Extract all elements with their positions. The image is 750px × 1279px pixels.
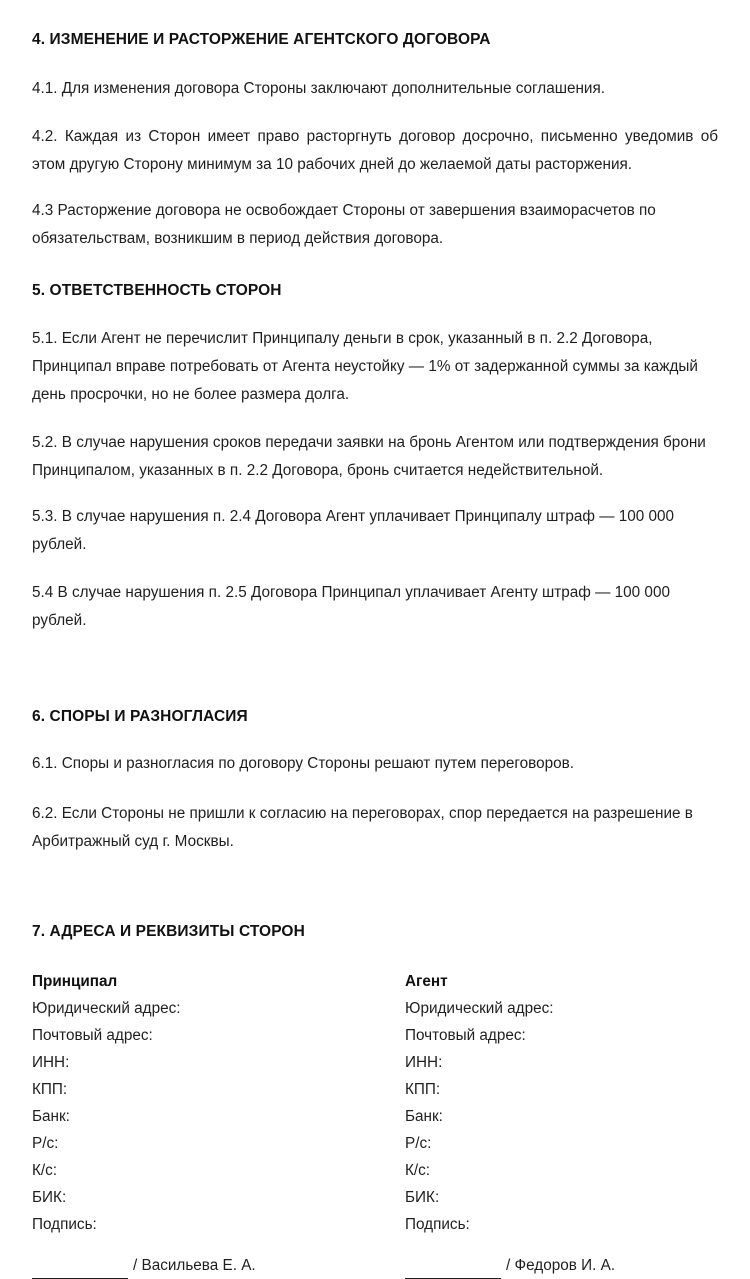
signature-line-principal: [32, 1263, 128, 1279]
section-heading-6: 6. СПОРЫ И РАЗНОГЛАСИЯ: [32, 707, 248, 725]
paragraph-4-3: 4.3 Расторжение договора не освобождает Стороны от завершения взаиморасчетов по обязательствам, возникшим в период действия договора.: [32, 202, 656, 248]
signature-row-principal: [32, 1252, 362, 1279]
field-inn-agent: ИНН:: [405, 1053, 443, 1071]
section-heading-4: 4. ИЗМЕНЕНИЕ И РАСТОРЖЕНИЕ АГЕНТСКОГО ДОГОВОРА: [32, 31, 491, 48]
spacer: [32, 559, 718, 579]
field-legal-address-agent: Юридический адрес:: [405, 999, 554, 1017]
requisites-column-principal: [32, 968, 362, 1279]
spacer: [32, 409, 718, 429]
paragraph-5-4: 5.4 В случае нарушения п. 2.5 Договора Принципал уплачивает Агенту штраф — 100 000 рублей.: [32, 583, 670, 629]
field-bank-principal: Банк:: [32, 1107, 70, 1125]
field-kpp-principal: КПП:: [32, 1080, 68, 1098]
field-bik-principal: БИК:: [32, 1188, 67, 1206]
requisites-column-agent: [405, 968, 735, 1279]
requisites-block: [32, 968, 718, 1274]
field-bank-agent: Банк:: [405, 1107, 443, 1125]
party-label-principal: Принципал: [32, 972, 118, 990]
field-kpp-agent: КПП:: [405, 1080, 441, 1098]
paragraph-4-1: 4.1. Для изменения договора Стороны заключают дополнительные соглашения.: [32, 80, 606, 98]
field-inn-principal: ИНН:: [32, 1053, 70, 1071]
signature-row-agent: [405, 1252, 735, 1279]
spacer: [32, 942, 718, 968]
spacer: [32, 49, 718, 75]
field-correspondent-account-principal: К/с:: [32, 1161, 58, 1179]
paragraph-6-1: 6.1. Споры и разногласия по договору Стороны решают путем переговоров.: [32, 755, 575, 773]
field-correspondent-account-agent: К/с:: [405, 1161, 431, 1179]
spacer: [32, 778, 718, 800]
document-body: [32, 0, 718, 1274]
paragraph-6-2: 6.2. Если Стороны не пришли к согласию на переговорах, спор передается на разрешение в Арбитражный суд г. Москвы.: [32, 805, 693, 851]
field-signature-label-agent: Подпись:: [405, 1215, 470, 1233]
spacer-before-section-6: [32, 635, 718, 707]
section-heading-5: 5. ОТВЕТСТВЕННОСТЬ СТОРОН: [32, 282, 282, 300]
spacer: [32, 253, 718, 281]
spacer: [32, 103, 718, 123]
spacer: [32, 301, 718, 325]
signature-name-principal: / Васильева Е. А.: [133, 1256, 256, 1274]
signature-name-agent: / Федоров И. А.: [506, 1256, 616, 1274]
paragraph-5-1: 5.1. Если Агент не перечислит Принципалу деньги в срок, указанный в п. 2.2 Договора, Принципал вправе потребовать от Агента неустойку — 1% от задержанной суммы за каждый день просрочки, но не более размера долга.: [32, 329, 698, 403]
signature-line-agent: [405, 1263, 501, 1279]
paragraph-5-3: 5.3. В случае нарушения п. 2.4 Договора Агент уплачивает Принципалу штраф — 100 000 рублей.: [32, 507, 675, 553]
spacer-before-section-7: [32, 856, 718, 922]
spacer: [32, 179, 718, 197]
section-heading-7: 7. АДРЕСА И РЕКВИЗИТЫ СТОРОН: [32, 923, 305, 941]
top-spacer: [32, 0, 718, 30]
paragraph-5-2: 5.2. В случае нарушения сроков передачи заявки на бронь Агентом или подтверждения брони Принципалом, указанных в п. 2.2 Договора, бронь считается недействительной.: [32, 433, 706, 479]
field-bik-agent: БИК:: [405, 1188, 440, 1206]
field-postal-address-agent: Почтовый адрес:: [405, 1026, 526, 1044]
spacer: [32, 1238, 362, 1252]
spacer: [32, 726, 718, 750]
field-settlement-account-principal: Р/с:: [32, 1134, 59, 1152]
paragraph-4-2: 4.2. Каждая из Сторон имеет право расторгнуть договор досрочно, письменно уведомив об этом другую Сторону минимум за 10 рабочих дней до желаемой даты расторжения.: [32, 128, 718, 174]
field-settlement-account-agent: Р/с:: [405, 1134, 432, 1152]
spacer: [32, 485, 718, 503]
party-label-agent: Агент: [405, 972, 448, 990]
field-signature-label-principal: Подпись:: [32, 1215, 97, 1233]
field-postal-address-principal: Почтовый адрес:: [32, 1026, 153, 1044]
spacer: [405, 1238, 735, 1252]
field-legal-address-principal: Юридический адрес:: [32, 999, 181, 1017]
